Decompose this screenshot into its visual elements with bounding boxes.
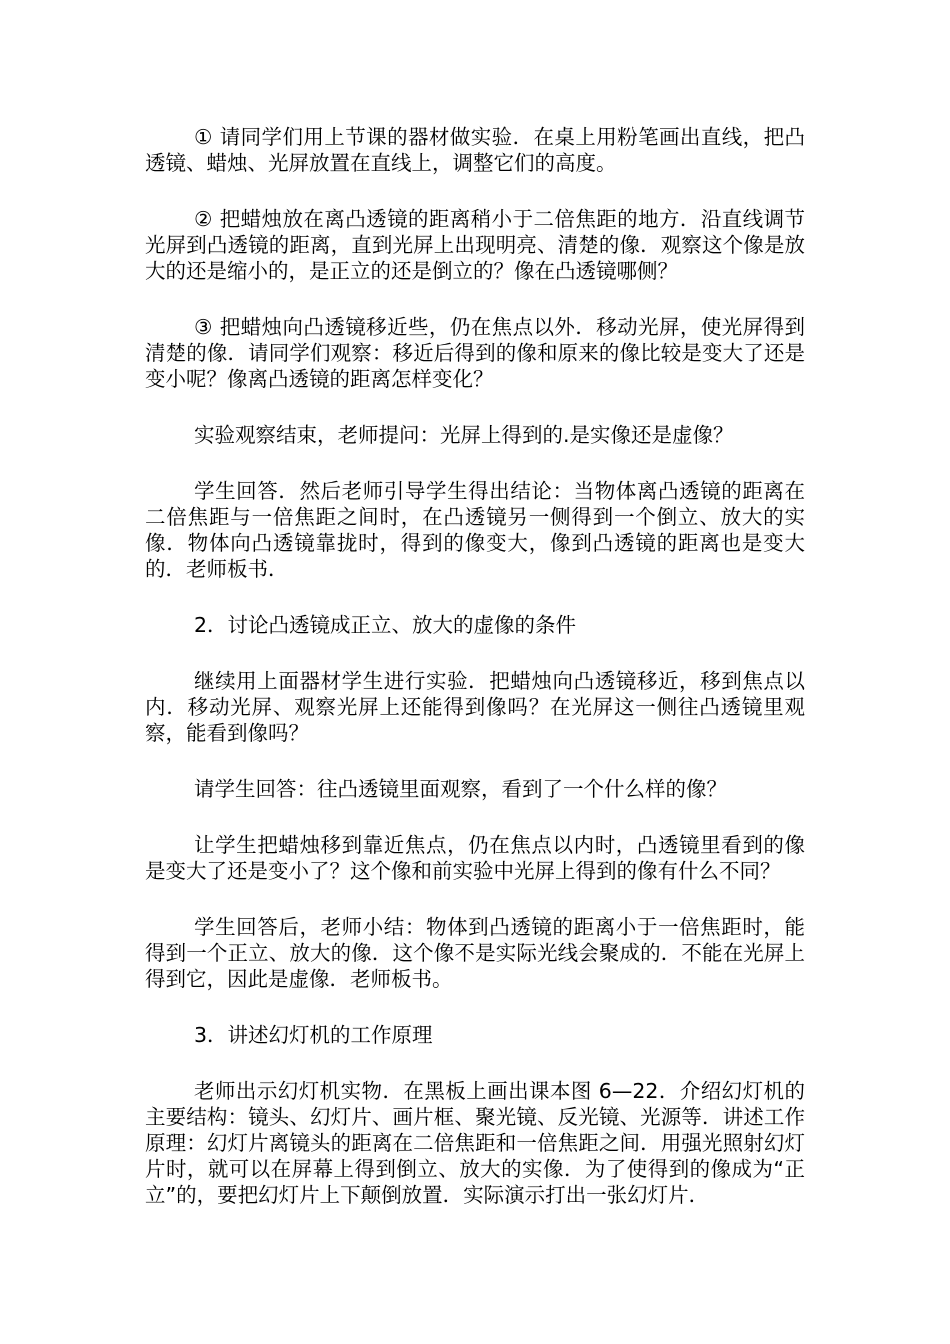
paragraph-teacher-question: 实验观察结束，老师提问：光屏上得到的.是实像还是虚像？ xyxy=(194,423,734,447)
paragraph-step-1: ① 请同学们用上节课的器材做实验．在桌上用粉笔画出直线，把凸透镜、蜡烛、光屏放置在直线上，调整它们的高度。 xyxy=(145,125,805,175)
paragraph-step-3: ③ 把蜡烛向凸透镜移近些，仍在焦点以外．移动光屏，使光屏得到清楚的像．请同学们观察：移近后得到的像和原来的像比较是变大了还是变小呢？像离凸透镜的距离怎样变化？ xyxy=(145,315,805,391)
document-body xyxy=(145,124,805,1238)
section-heading-projector: 3．讲述幻灯机的工作原理 xyxy=(194,1023,433,1047)
paragraph-near-focus: 让学生把蜡烛移到靠近焦点，仍在焦点以内时，凸透镜里看到的像是变大了还是变小了？这个像和前实验中光屏上得到的像有什么不同？ xyxy=(145,833,805,883)
section-heading-virtual-image: 2．讨论凸透镜成正立、放大的虚像的条件 xyxy=(194,613,577,637)
paragraph-teacher-summary: 学生回答后，老师小结：物体到凸透镜的距离小于一倍焦距时，能得到一个正立、放大的像．这个像不是实际光线会聚成的．不能在光屏上得到它，因此是虚像．老师板书。 xyxy=(145,915,805,991)
paragraph-experiment-continue: 继续用上面器材学生进行实验．把蜡烛向凸透镜移近，移到焦点以内．移动光屏、观察光屏上还能得到像吗？在光屏这一侧往凸透镜里观察，能看到像吗？ xyxy=(145,669,805,745)
paragraph-student-answer: 请学生回答：往凸透镜里面观察，看到了一个什么样的像？ xyxy=(194,777,727,801)
paragraph-step-2: ② 把蜡烛放在离凸透镜的距离稍小于二倍焦距的地方．沿直线调节光屏到凸透镜的距离，直到光屏上出现明亮、清楚的像．观察这个像是放大的还是缩小的，是正立的还是倒立的？像在凸透镜哪侧？ xyxy=(145,207,805,283)
paragraph-conclusion-real-image: 学生回答．然后老师引导学生得出结论：当物体离凸透镜的距离在二倍焦距与一倍焦距之间时，在凸透镜另一侧得到一个倒立、放大的实像．物体向凸透镜靠拢时，得到的像变大，像到凸透镜的距离也是变大的．老师板书． xyxy=(145,479,805,581)
paragraph-projector-principle: 老师出示幻灯机实物．在黑板上画出课本图 6—22．介绍幻灯机的主要结构：镜头、幻灯片、画片框、聚光镜、反光镜、光源等．讲述工作原理：幻灯片离镜头的距离在二倍焦距和一倍焦距之间．用强光照射幻灯片时，就可以在屏幕上得到倒立、放大的实像．为了使得到的像成为“正立”的，要把幻灯片上下颠倒放置．实际演示打出一张幻灯片． xyxy=(145,1079,805,1207)
